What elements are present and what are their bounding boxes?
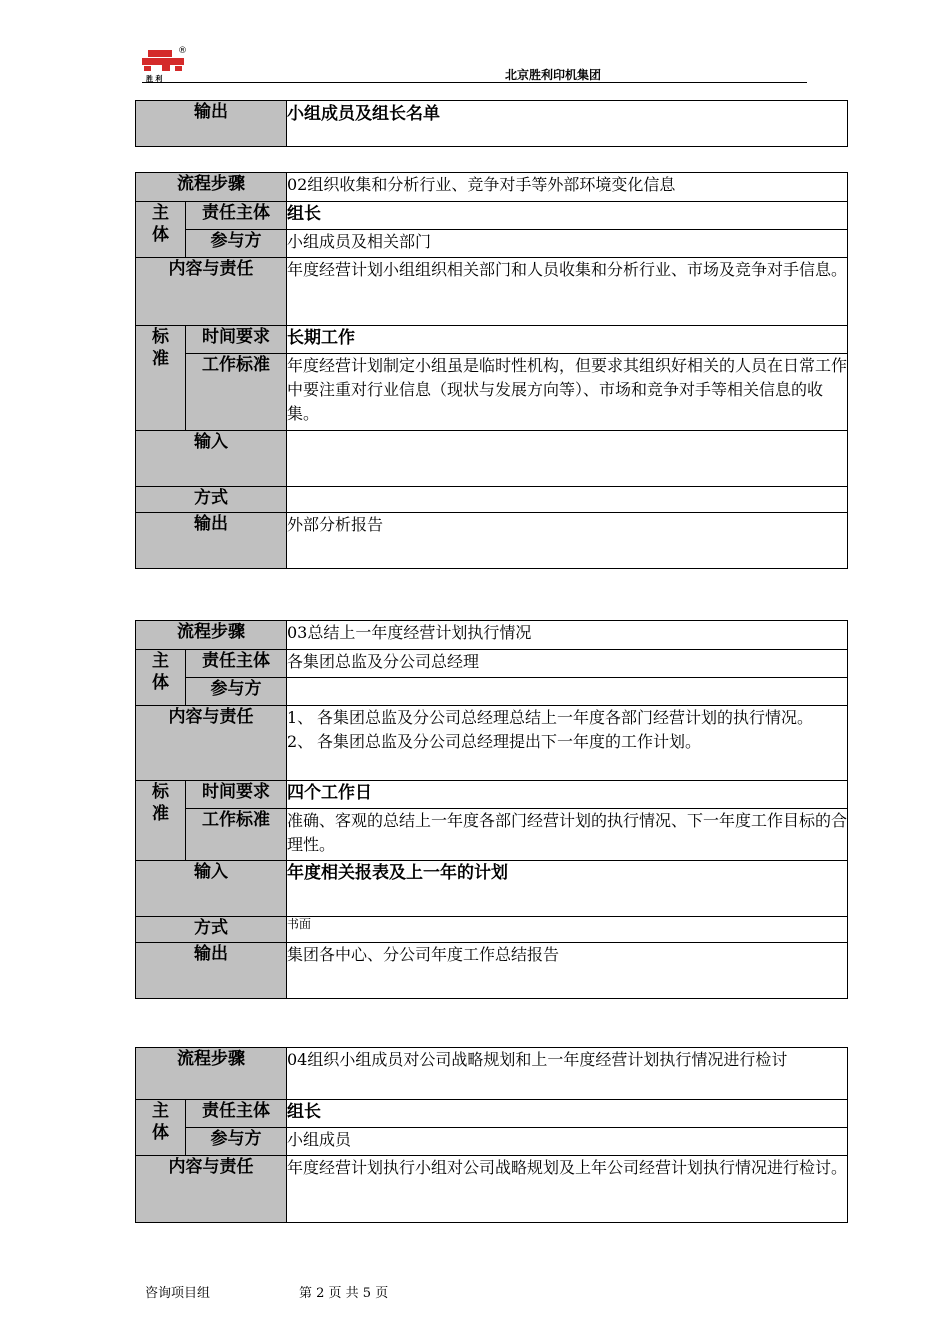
responsible-value: 组长 xyxy=(287,1100,848,1128)
step-value: 02组织收集和分析行业、竞争对手等外部环境变化信息 xyxy=(287,173,848,202)
list-item: 1、 各集团总监及分公司总经理总结上一年度各部门经营计划的执行情况。 xyxy=(287,708,814,727)
subject-label: 主 体 xyxy=(136,202,186,258)
company-logo xyxy=(142,44,190,84)
step-value: 04组织小组成员对公司战略规划和上一年度经营计划执行情况进行检讨 xyxy=(287,1048,848,1100)
participant-label: 参与方 xyxy=(186,678,287,706)
participant-value: 小组成员及相关部门 xyxy=(287,230,848,258)
footer-page-number: 第 2 页 共 5 页 xyxy=(299,1286,389,1301)
responsible-value: 各集团总监及分公司总经理 xyxy=(287,650,848,678)
input-value: 年度相关报表及上一年的计划 xyxy=(287,861,848,917)
participant-label: 参与方 xyxy=(186,1128,287,1156)
footer-group: 咨询项目组 xyxy=(145,1286,211,1301)
work-standard-label: 工作标准 xyxy=(186,354,287,431)
mode-value xyxy=(287,487,848,513)
mode-value: 书面 xyxy=(287,917,848,943)
input-label: 输入 xyxy=(136,431,287,487)
work-standard-label: 工作标准 xyxy=(186,809,287,861)
responsible-value: 组长 xyxy=(287,202,848,230)
time-label: 时间要求 xyxy=(186,326,287,354)
step-label: 流程步骤 xyxy=(136,1048,287,1100)
output-table-top xyxy=(135,100,848,147)
process-step-03-table xyxy=(135,620,848,999)
mode-label: 方式 xyxy=(136,487,287,513)
output-label: 输出 xyxy=(136,513,287,569)
time-value: 四个工作日 xyxy=(287,781,848,809)
output-label: 输出 xyxy=(136,101,287,147)
content-list xyxy=(287,706,848,781)
subject-label: 主 体 xyxy=(136,650,186,706)
content-label: 内容与责任 xyxy=(136,706,287,781)
time-label: 时间要求 xyxy=(186,781,287,809)
content-value: 年度经营计划小组组织相关部门和人员收集和分析行业、市场及竞争对手信息。 xyxy=(287,258,848,326)
step-label: 流程步骤 xyxy=(136,621,287,650)
standard-label: 标 准 xyxy=(136,326,186,431)
content-label: 内容与责任 xyxy=(136,1156,287,1223)
input-value xyxy=(287,431,848,487)
process-step-02-table xyxy=(135,172,848,569)
work-standard-value: 准确、客观的总结上一年度各部门经营计划的执行情况、下一年度工作目标的合理性。 xyxy=(287,809,848,861)
work-standard-value: 年度经营计划制定小组虽是临时性机构，但要求其组织好相关的人员在日常工作中要注重对行业信息（现状与发展方向等）、市场和竞争对手等相关信息的收集。 xyxy=(287,354,848,431)
participant-value: 小组成员 xyxy=(287,1128,848,1156)
process-step-04-table xyxy=(135,1047,848,1223)
list-item: 2、 各集团总监及分公司总经理提出下一年度的工作计划。 xyxy=(287,732,702,751)
output-value: 外部分析报告 xyxy=(287,513,848,569)
step-label: 流程步骤 xyxy=(136,173,287,202)
step-value: 03总结上一年度经营计划执行情况 xyxy=(287,621,848,650)
input-label: 输入 xyxy=(136,861,287,917)
svg-text:胜 利: 胜 利 xyxy=(146,75,163,83)
output-label: 输出 xyxy=(136,943,287,999)
responsible-label: 责任主体 xyxy=(186,1100,287,1128)
subject-label: 主 体 xyxy=(136,1100,186,1156)
content-label: 内容与责任 xyxy=(136,258,287,326)
time-value: 长期工作 xyxy=(287,326,848,354)
output-value: 集团各中心、分公司年度工作总结报告 xyxy=(287,943,848,999)
header-rule xyxy=(142,82,807,83)
content-value: 年度经营计划执行小组对公司战略规划及上年公司经营计划执行情况进行检讨。 xyxy=(287,1156,848,1223)
responsible-label: 责任主体 xyxy=(186,202,287,230)
company-name: 北京胜利印机集团 xyxy=(504,68,601,82)
output-value: 小组成员及组长名单 xyxy=(287,101,848,147)
participant-label: 参与方 xyxy=(186,230,287,258)
svg-text:®: ® xyxy=(178,46,187,56)
standard-label: 标 准 xyxy=(136,781,186,861)
responsible-label: 责任主体 xyxy=(186,650,287,678)
mode-label: 方式 xyxy=(136,917,287,943)
participant-value xyxy=(287,678,848,706)
